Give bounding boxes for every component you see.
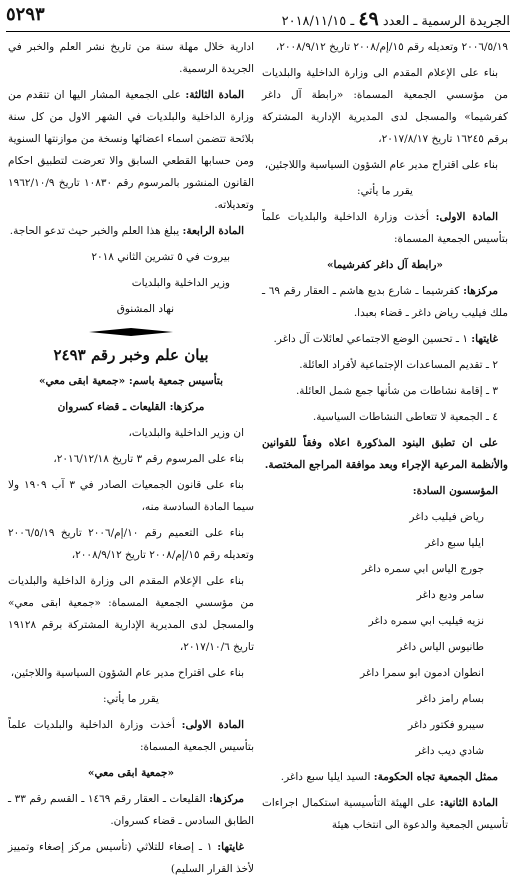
goal-item: ١ ـ تحسين الوضع الاجتماعي لعائلات آل داغر. xyxy=(273,333,472,345)
paragraph: بناء على الإعلام المقدم الى وزارة الداخلية والبلديات من مؤسسي الجمعية المسماة: «جمعية ابقى معي» والمسجل لدى المديرية الإدارية المشتركة برقم ١٩١٢٨ تاريخ ٢٠١٧/١٠/٦، xyxy=(8,575,254,653)
paragraph: بناء على المرسوم رقم ٣ تاريخ ٢٠١٦/١٢/١٨، xyxy=(53,453,244,465)
founder-name: ايليا سبع داغر xyxy=(425,537,484,549)
article-label: المادة الرابعة: xyxy=(182,225,244,237)
left-column xyxy=(8,36,254,884)
founder-name: بسام رامز داغر xyxy=(417,693,484,705)
signature-title: وزير الداخلية والبلديات xyxy=(131,277,230,289)
right-column xyxy=(262,36,508,840)
paragraph: ٢٠٠٦/٥/١٩ وتعديله رقم ١٥/إم/٢٠٠٨ تاريخ ٢٠٠٨/٩/١٢، xyxy=(275,41,508,53)
article-4 xyxy=(8,220,254,242)
founder-name: سامر وديع داغر xyxy=(416,589,484,601)
page-number: ٥٢٩٣ xyxy=(6,4,45,25)
founder-name: طانيوس الياس داغر xyxy=(397,641,484,653)
paragraph: بناء على اقتراح مدير عام الشؤون السياسية واللاجئين، xyxy=(264,159,498,171)
paragraph: بناء على الإعلام المقدم الى وزارة الداخلية والبلديات من مؤسسي الجمعية المسماة: «رابطة آل داغر كفرشيما» والمسجل لدى المديرية الإدارية المشتركة برقم ١٦٢٤٥ تاريخ ٢٠١٧/٨/١٧، xyxy=(262,67,508,145)
article-2 xyxy=(262,792,508,836)
paragraph: بناء على التعميم رقم ١٠/إم/٢٠٠٦ تاريخ ٢٠٠٦/٥/١٩ وتعديله رقم ١٥/إم/٢٠٠٨ تاريخ ٢٠٠٨/٩/١٢، xyxy=(8,527,254,561)
article-text: أخذت وزارة الداخلية والبلديات علماً بتأسيس الجمعية المسماة: xyxy=(8,719,254,753)
goals xyxy=(8,836,254,880)
association-name: «جمعية ابقى معي» xyxy=(87,767,175,779)
goal-item: ١ ـ إصغاء للتلاثي (تأسيس مركز إصغاء وتمييز لأخذ القرار السليم) xyxy=(8,841,254,875)
header-rule xyxy=(6,31,510,32)
article-3 xyxy=(8,84,254,216)
paragraph: بناء على قانون الجمعيات الصادر في ٣ آب ١٩٠٩ ولا سيما المادة السادسة منه، xyxy=(8,479,254,513)
headquarters xyxy=(8,788,254,832)
goals-label: غايتها: xyxy=(217,841,244,853)
article-1 xyxy=(262,206,508,250)
goals xyxy=(262,328,508,350)
issue-number: ٤٩ xyxy=(358,8,379,30)
founders-heading: المؤسسون السادة: xyxy=(412,485,498,497)
association-name: «رابطة آل داغر كفرشيما» xyxy=(326,259,443,271)
issue-date: ـ ٢٠١٨/١١/١٥ xyxy=(281,14,355,29)
signature-name: نهاد المشنوق xyxy=(116,303,174,315)
notice-headquarters: مركزها: القليعات ـ قضاء كسروان xyxy=(57,401,205,413)
decides-heading: يقرر ما يأتي: xyxy=(103,693,159,705)
rep-text: السيد ايليا سبع داغر. xyxy=(280,771,374,783)
goal-item: ٣ ـ إقامة نشاطات من شأنها جمع شمل العائلة. xyxy=(295,385,498,397)
notice-title: بيان علم وخبر رقم ٢٤٩٣ xyxy=(53,346,209,364)
goals-label: غايتها: xyxy=(471,333,498,345)
founder-name: انطوان ادمون ابو سمرا داغر xyxy=(360,667,484,679)
goal-item: ٢ ـ تقديم المساعدات الإجتماعية لأفراد العائلة. xyxy=(299,359,498,371)
signature-date: بيروت في ٥ تشرين الثاني ٢٠١٨ xyxy=(91,251,230,263)
section-separator xyxy=(8,326,254,340)
hq-label: مركزها: xyxy=(209,793,244,805)
article-label: المادة الثالثة: xyxy=(185,89,245,101)
hq-text: القليعات ـ العقار رقم ١٤٦٩ ـ القسم رقم ٣٣ ـ الطابق السادس ـ قضاء كسروان. xyxy=(8,793,254,827)
paragraph: ان وزير الداخلية والبلديات، xyxy=(128,427,244,439)
decides-heading: يقرر ما يأتي: xyxy=(357,185,413,197)
article-label: المادة الثانية: xyxy=(439,797,498,809)
article-text: يبلغ هذا العلم والخبر حيث تدعو الحاجة. xyxy=(9,225,183,237)
page-header xyxy=(6,4,510,30)
goal-item: ٤ ـ الجمعية لا تتعاطى النشاطات السياسية. xyxy=(312,411,498,423)
founder-name: نزيه فيليب ابي سمره داغر xyxy=(368,615,484,627)
article-label: المادة الاولى: xyxy=(181,719,244,731)
gazette-title: الجريدة الرسمية ـ العدد xyxy=(382,14,510,29)
article-text: على الجمعية المشار اليها ان تتقدم من وزارة الداخلية والبلديات في الشهر الاول من كل سنة بلائحة تتضمن اسماء اعضائها ونسخة من موازنتها السنوية ومن حسابها القطعي السابق والا تعرضت لتطبيق احكام القانون المنشور بالمرسوم رقم ١٠٨٣٠ تاريخ ١٩٦٢/١٠/٩ وتعديلاته. xyxy=(8,89,254,211)
founder-name: جورج الياس ابي سمره داغر xyxy=(361,563,484,575)
article-1 xyxy=(8,714,254,758)
hq-label: مركزها: xyxy=(463,285,498,297)
founder-name: شادي ديب داغر xyxy=(415,745,484,757)
rep-label: ممثل الجمعية تجاه الحكومة: xyxy=(373,771,498,783)
headquarters xyxy=(262,280,508,324)
conditions-note: على ان تطبق البنود المذكورة اعلاه وفقاً للقوانين والأنظمة المرعية الإجراء وبعد موافقة المراجع المختصة. xyxy=(262,437,508,471)
hq-text: كفرشيما ـ شارع بديع هاشم ـ العقار رقم ٦٩ ـ ملك فيليب رياض داغر ـ قضاء بعبدا. xyxy=(262,285,508,319)
notice-subtitle: بتأسيس جمعية باسم: «جمعية ابقى معي» xyxy=(38,375,224,387)
article-text: أخذت وزارة الداخلية والبلديات علماً بتأسيس الجمعية المسماة: xyxy=(262,211,508,245)
paragraph: ادارية خلال مهلة سنة من تاريخ نشر العلم والخبر في الجريدة الرسمية. xyxy=(8,41,254,75)
government-representative xyxy=(262,766,508,788)
article-label: المادة الاولى: xyxy=(435,211,498,223)
running-header xyxy=(282,8,510,30)
paragraph: بناء على اقتراح مدير عام الشؤون السياسية واللاجئين، xyxy=(10,667,244,679)
article-text: على الهيئة التأسيسية استكمال اجراءات تأسيس الجمعية والدعوة الى انتخاب هيئة xyxy=(262,797,508,831)
separator-ornament xyxy=(89,328,173,336)
founder-name: رياض فيليب داغر xyxy=(409,511,484,523)
founder-name: سيبرو فكتور داغر xyxy=(407,719,484,731)
